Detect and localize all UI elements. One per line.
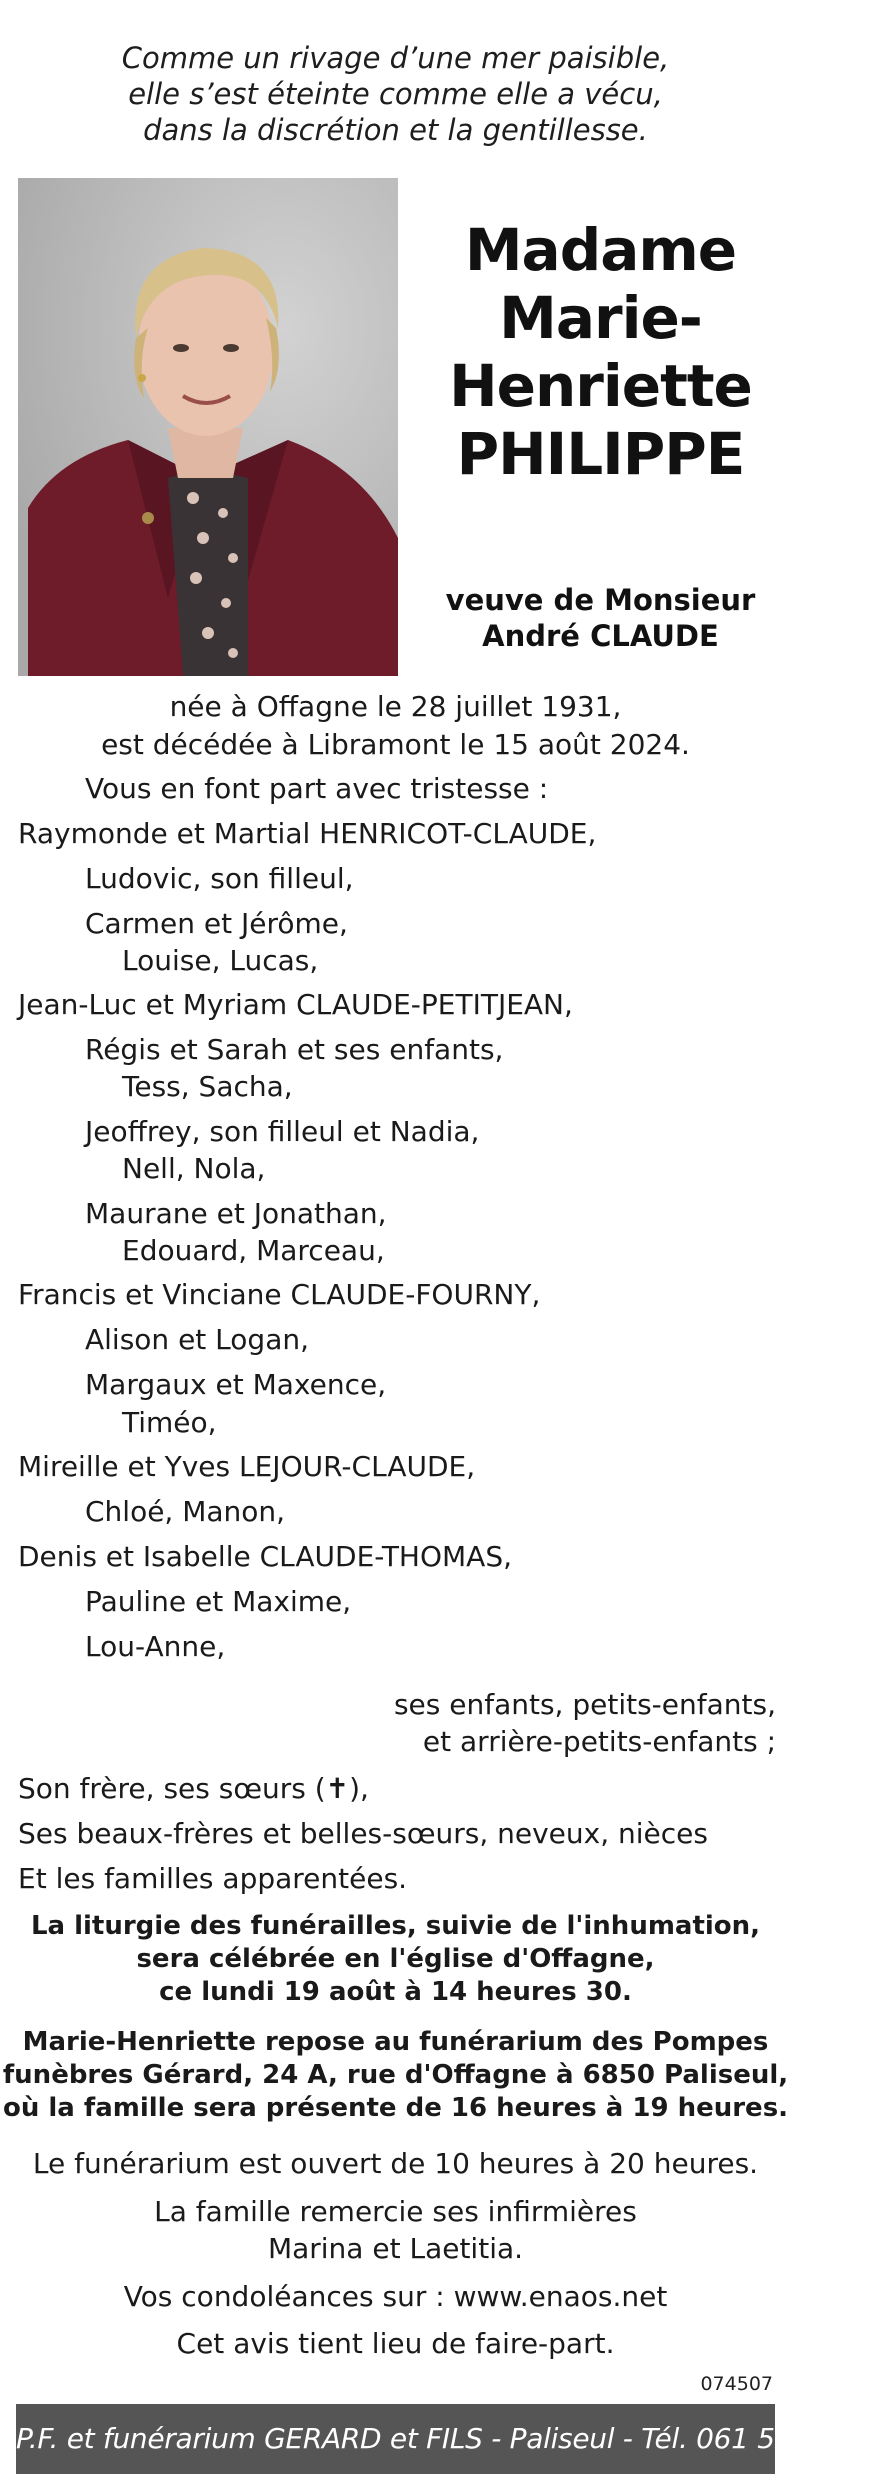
family-line: Mireille et Yves LEJOUR-CLAUDE, <box>18 1450 476 1483</box>
epitaph-line: Comme un rivage d’une mer paisible, <box>121 41 670 75</box>
family-line: Tess, Sacha, <box>122 1070 293 1103</box>
funeral-home-line: funèbres Gérard, 24 A, rue d'Offagne à 6850 Paliseul, <box>2 2060 789 2090</box>
family-line: Lou-Anne, <box>85 1630 226 1663</box>
descendants-line: ses enfants, petits-enfants, <box>393 1688 776 1721</box>
condolences-line: Vos condoléances sur : www.enaos.net <box>123 2280 668 2313</box>
family-line: Régis et Sarah et ses enfants, <box>85 1033 504 1066</box>
relatives-line: Ses beaux-frères et belles-sœurs, neveux, nièces <box>18 1817 708 1850</box>
liturgy-line: ce lundi 19 août à 14 heures 30. <box>159 1977 632 2007</box>
epitaph-line: dans la discrétion et la gentillesse. <box>143 113 648 147</box>
announcement-line: Vous en font part avec tristesse : <box>85 772 549 805</box>
name-line: PHILIPPE <box>456 420 745 488</box>
name-line: Marie- <box>499 284 702 352</box>
family-line: Denis et Isabelle CLAUDE-THOMAS, <box>18 1540 513 1573</box>
portrait-illustration <box>18 178 398 676</box>
birth-line: née à Offagne le 28 juillet 1931, <box>169 690 622 723</box>
family-line: Carmen et Jérôme, <box>85 907 348 940</box>
family-line: Jean-Luc et Myriam CLAUDE-PETITJEAN, <box>18 988 573 1021</box>
relatives-line: Et les familles apparentées. <box>18 1862 408 1895</box>
liturgy-line: sera célébrée en l'église d'Offagne, <box>136 1944 655 1974</box>
portrait-photo <box>18 178 398 676</box>
widow-line: veuve de Monsieur <box>445 583 756 617</box>
family-line: Maurane et Jonathan, <box>85 1197 387 1230</box>
thanks-line: Marina et Laetitia. <box>267 2232 524 2265</box>
deceased-name <box>410 216 791 488</box>
funeral-home-line: où la famille sera présente de 16 heures à 19 heures. <box>2 2093 789 2123</box>
liturgy-block <box>0 1910 791 2009</box>
family-line: Pauline et Maxime, <box>85 1585 352 1618</box>
opening-hours-line: Le funérarium est ouvert de 10 heures à 20 heures. <box>32 2147 759 2180</box>
name-line: Madame <box>464 216 737 284</box>
widow-line: André CLAUDE <box>482 619 719 653</box>
name-line: Henriette <box>449 352 752 420</box>
family-line: Margaux et Maxence, <box>85 1368 387 1401</box>
notice-line: Cet avis tient lieu de faire-part. <box>176 2327 615 2360</box>
family-line: Timéo, <box>122 1406 217 1439</box>
family-line: Ludovic, son filleul, <box>85 862 354 895</box>
funeral-home-block <box>0 2026 791 2125</box>
epitaph-quote <box>0 40 791 148</box>
family-line: Raymonde et Martial HENRICOT-CLAUDE, <box>18 817 597 850</box>
family-line: Edouard, Marceau, <box>122 1234 385 1267</box>
family-line: Jeoffrey, son filleul et Nadia, <box>85 1115 480 1148</box>
relatives-line: Son frère, ses sœurs (✝), <box>18 1772 369 1805</box>
family-line: Chloé, Manon, <box>85 1495 286 1528</box>
family-line: Alison et Logan, <box>85 1323 309 1356</box>
epitaph-line: elle s’est éteinte comme elle a vécu, <box>128 77 663 111</box>
funeral-director-footer: P.F. et funérarium GERARD et FILS - Paliseul - Tél. 061 53 32 84 <box>16 2404 775 2474</box>
funeral-home-line: Marie-Henriette repose au funérarium des Pompes <box>22 2027 769 2057</box>
descendants-line: et arrière-petits-enfants ; <box>422 1725 776 1758</box>
thanks-line: La famille remercie ses infirmières <box>154 2195 637 2228</box>
liturgy-line: La liturgie des funérailles, suivie de l'inhumation, <box>30 1911 761 1941</box>
widow-of <box>410 582 791 654</box>
family-line: Francis et Vinciane CLAUDE-FOURNY, <box>18 1278 541 1311</box>
reference-number: 074507 <box>700 2373 773 2395</box>
death-line: est décédée à Libramont le 15 août 2024. <box>101 728 690 761</box>
family-line: Nell, Nola, <box>122 1152 266 1185</box>
family-line: Louise, Lucas, <box>122 944 319 977</box>
